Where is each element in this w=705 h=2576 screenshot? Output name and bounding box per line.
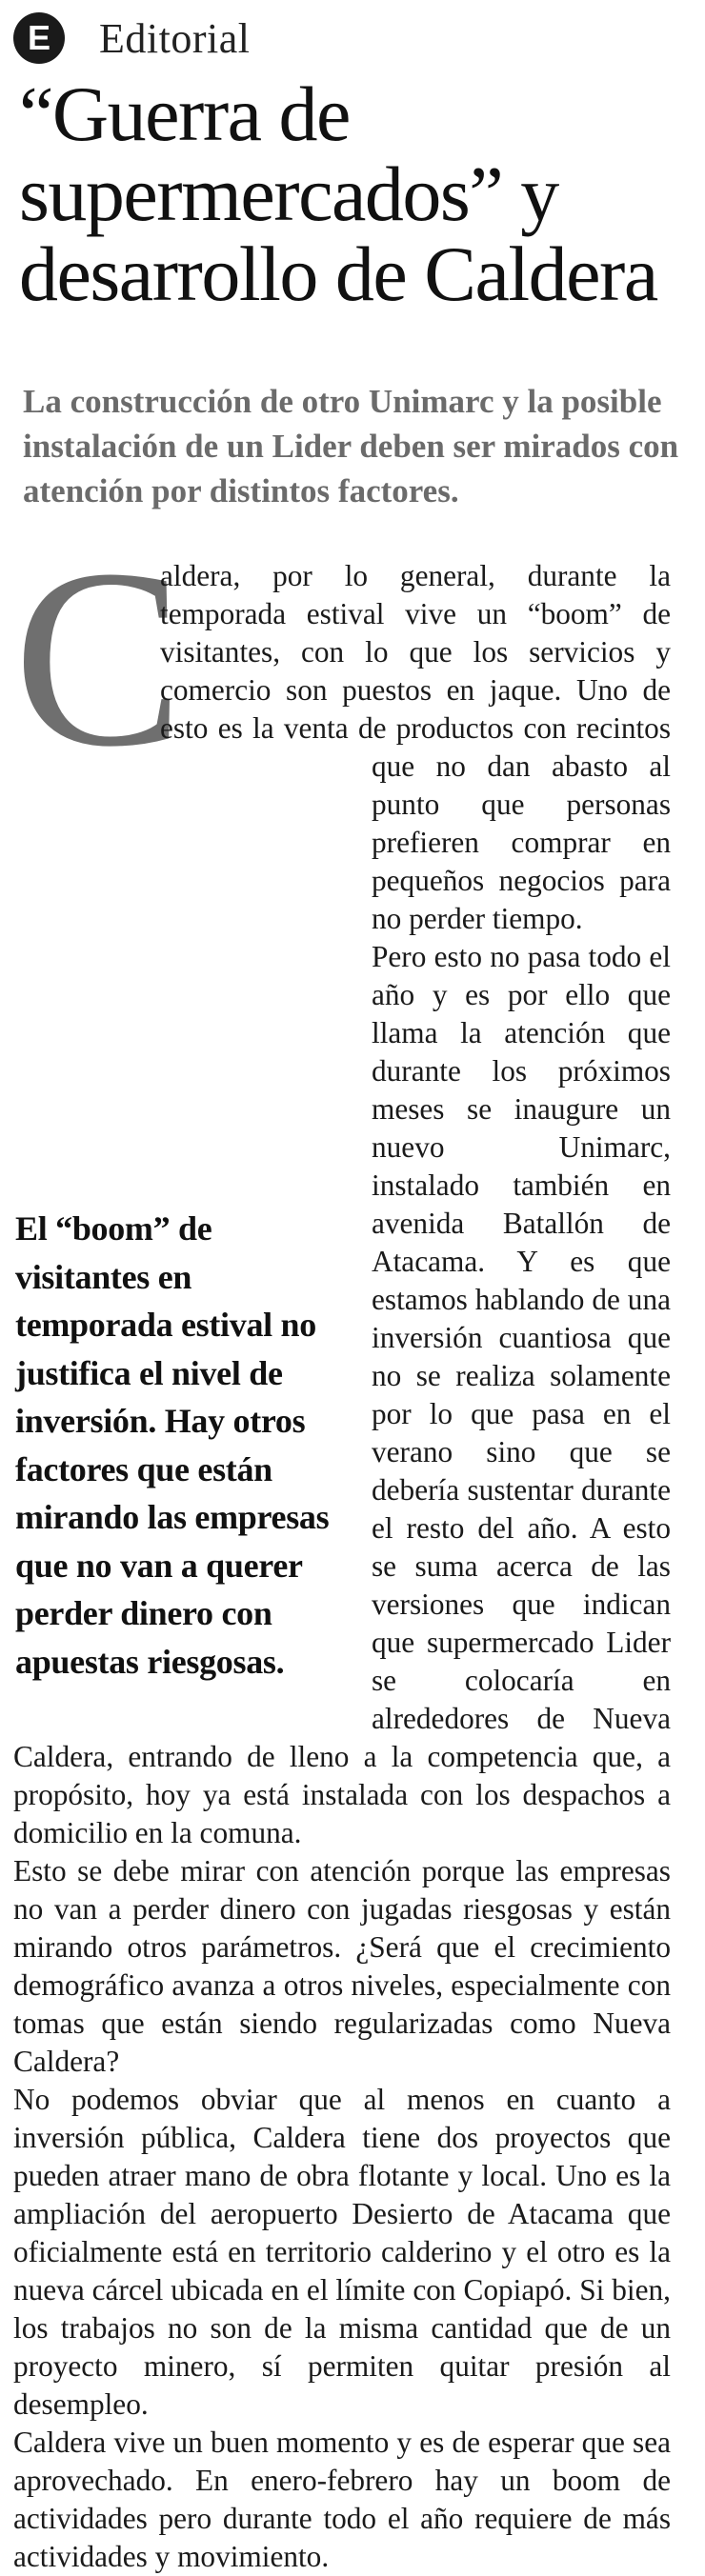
section-header xyxy=(13,10,250,67)
paragraph-3: Esto se debe mirar con atención porque las empresas no van a perder dinero con jugadas riesgosas y están mirando otros parámetros. ¿Será que el crecimiento demográfico avanza a otros niveles, especialmente con tomas que están siendo regularizadas como Nueva Caldera? xyxy=(13,1854,671,2078)
paragraph-5: Caldera vive un buen momento y es de esperar que sea aprovechado. En enero-febrero hay un boom de actividades pero durante todo el año requiere de más actividades y movimiento. xyxy=(13,2426,671,2573)
article-body xyxy=(13,516,671,2576)
paragraph-2: Pero esto no pasa todo el año y es por ello que llama la atención que durante los próximos meses se inaugure un nuevo Unimarc, instalado también en avenida Batallón de Atacama. Y es que estamos hablando de una inversión cuantiosa que no se realiza solamente por lo que pasa en el verano sino que se debería sustentar durante el resto del año. A esto se suma acerca de las versiones que indican que supermercado Lider se colocaría en alrededores de Nueva Caldera, entrando de lleno a la competencia que, a propósito, hoy ya está instalada con los despachos a domicilio en la comuna. xyxy=(13,940,671,1849)
headline: “Guerra de supermercados” y desarrollo de Caldera xyxy=(19,70,657,317)
drop-cap: C xyxy=(13,516,184,799)
deck: La construcción de otro Unimarc y la posible instalación de un Lider deben ser mirados con atención por distintos factores. xyxy=(23,383,679,509)
section-label: Editorial xyxy=(99,14,251,62)
paragraph-1: aldera, por lo general, durante la temporada estival vive un “boom” de visitantes, con lo que los servicios y comercio son puestos en jaque. Uno de esto es la venta de productos con recintos que no dan abasto al punto que personas prefieren comprar en pequeños negocios para no perder tiempo. xyxy=(160,559,671,935)
paragraph-4: No podemos obviar que al menos en cuanto a inversión pública, Caldera tiene dos proyectos que pueden atraer mano de obra flotante y local. Uno es la ampliación del aeropuerto Desierto de Atacama que oficialmente está en territorio calderino y el otro es la nueva cárcel ubicada en el límite con Copiapó. Si bien, los trabajos no son de la misma cantidad que de un proyecto minero, sí permiten quitar presión al desempleo. xyxy=(13,2083,671,2421)
pull-quote: El “boom” de visitantes en temporada estival no justifica el nivel de inversión. Hay otros factores que están mirando las empresas que no van a querer perder dinero con apuestas riesgosas. xyxy=(15,1209,330,1681)
section-badge: E xyxy=(13,12,65,64)
